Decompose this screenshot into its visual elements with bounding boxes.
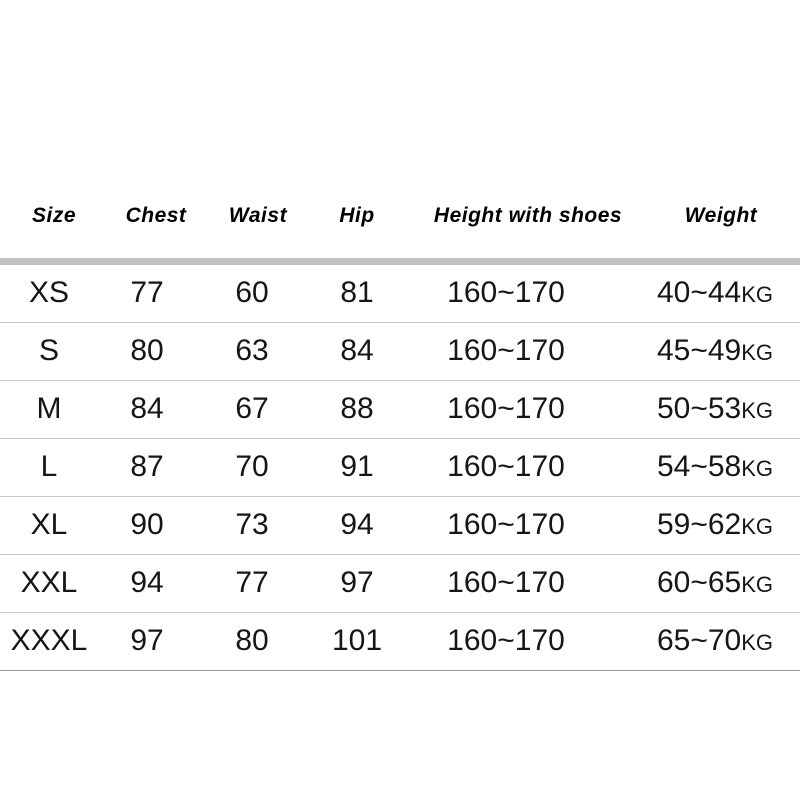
weight-unit: KG xyxy=(741,572,774,597)
size-cell: XS xyxy=(28,276,70,309)
chest-cell: 77 xyxy=(130,276,164,309)
waist-cell: 67 xyxy=(235,392,269,425)
header-divider xyxy=(0,258,800,265)
height-cell: 160~170 xyxy=(447,624,565,657)
size-cell: S xyxy=(38,334,60,367)
weight-value: 50~53 xyxy=(656,392,742,425)
size-cell: L xyxy=(40,450,58,483)
chest-cell: 97 xyxy=(130,624,164,657)
size-cell: M xyxy=(36,392,62,425)
weight-unit: KG xyxy=(741,340,774,365)
weight-value: 59~62 xyxy=(656,508,742,541)
weight-cell xyxy=(657,273,773,315)
weight-cell xyxy=(657,389,773,431)
table-row xyxy=(0,555,800,613)
weight-unit: KG xyxy=(741,398,774,423)
height-cell: 160~170 xyxy=(447,276,565,309)
chest-cell: 90 xyxy=(130,508,164,541)
waist-cell: 73 xyxy=(235,508,269,541)
chest-cell: 80 xyxy=(130,334,164,367)
table-header-row xyxy=(0,196,800,248)
table-row xyxy=(0,265,800,323)
hip-cell: 91 xyxy=(340,450,374,483)
hip-cell: 84 xyxy=(340,334,374,367)
waist-cell: 70 xyxy=(235,450,269,483)
hip-cell: 88 xyxy=(340,392,374,425)
table-row xyxy=(0,323,800,381)
weight-unit: KG xyxy=(741,282,774,307)
column-header-weight: Weight xyxy=(684,204,758,227)
height-cell: 160~170 xyxy=(447,566,565,599)
hip-cell: 81 xyxy=(340,276,374,309)
column-header-chest: Chest xyxy=(125,204,187,227)
size-cell: XL xyxy=(30,508,68,541)
waist-cell: 80 xyxy=(235,624,269,657)
height-cell: 160~170 xyxy=(447,508,565,541)
table-row xyxy=(0,439,800,497)
hip-cell: 97 xyxy=(340,566,374,599)
height-cell: 160~170 xyxy=(447,334,565,367)
hip-cell: 94 xyxy=(340,508,374,541)
hip-cell: 101 xyxy=(331,624,383,657)
weight-value: 54~58 xyxy=(656,450,742,483)
weight-cell xyxy=(657,505,773,547)
waist-cell: 60 xyxy=(235,276,269,309)
height-cell: 160~170 xyxy=(447,450,565,483)
weight-unit: KG xyxy=(741,630,774,655)
weight-unit: KG xyxy=(741,514,774,539)
weight-value: 40~44 xyxy=(656,276,742,309)
table-row xyxy=(0,497,800,555)
table-row xyxy=(0,613,800,671)
table-row xyxy=(0,381,800,439)
chest-cell: 84 xyxy=(130,392,164,425)
waist-cell: 63 xyxy=(235,334,269,367)
chest-cell: 94 xyxy=(130,566,164,599)
height-cell: 160~170 xyxy=(447,392,565,425)
size-cell: XXL xyxy=(20,566,78,599)
column-header-height-with-shoes: Height with shoes xyxy=(433,204,623,227)
size-cell: XXXL xyxy=(10,624,88,657)
weight-value: 45~49 xyxy=(656,334,742,367)
column-header-hip: Hip xyxy=(339,204,375,227)
weight-cell xyxy=(657,447,773,489)
column-header-size: Size xyxy=(31,204,77,227)
weight-cell xyxy=(657,621,773,663)
table-body xyxy=(0,265,800,671)
column-header-waist: Waist xyxy=(228,204,288,227)
weight-value: 60~65 xyxy=(656,566,742,599)
weight-cell xyxy=(657,563,773,605)
weight-cell xyxy=(657,331,773,373)
waist-cell: 77 xyxy=(235,566,269,599)
weight-unit: KG xyxy=(741,456,774,481)
weight-value: 65~70 xyxy=(656,624,742,657)
chest-cell: 87 xyxy=(130,450,164,483)
